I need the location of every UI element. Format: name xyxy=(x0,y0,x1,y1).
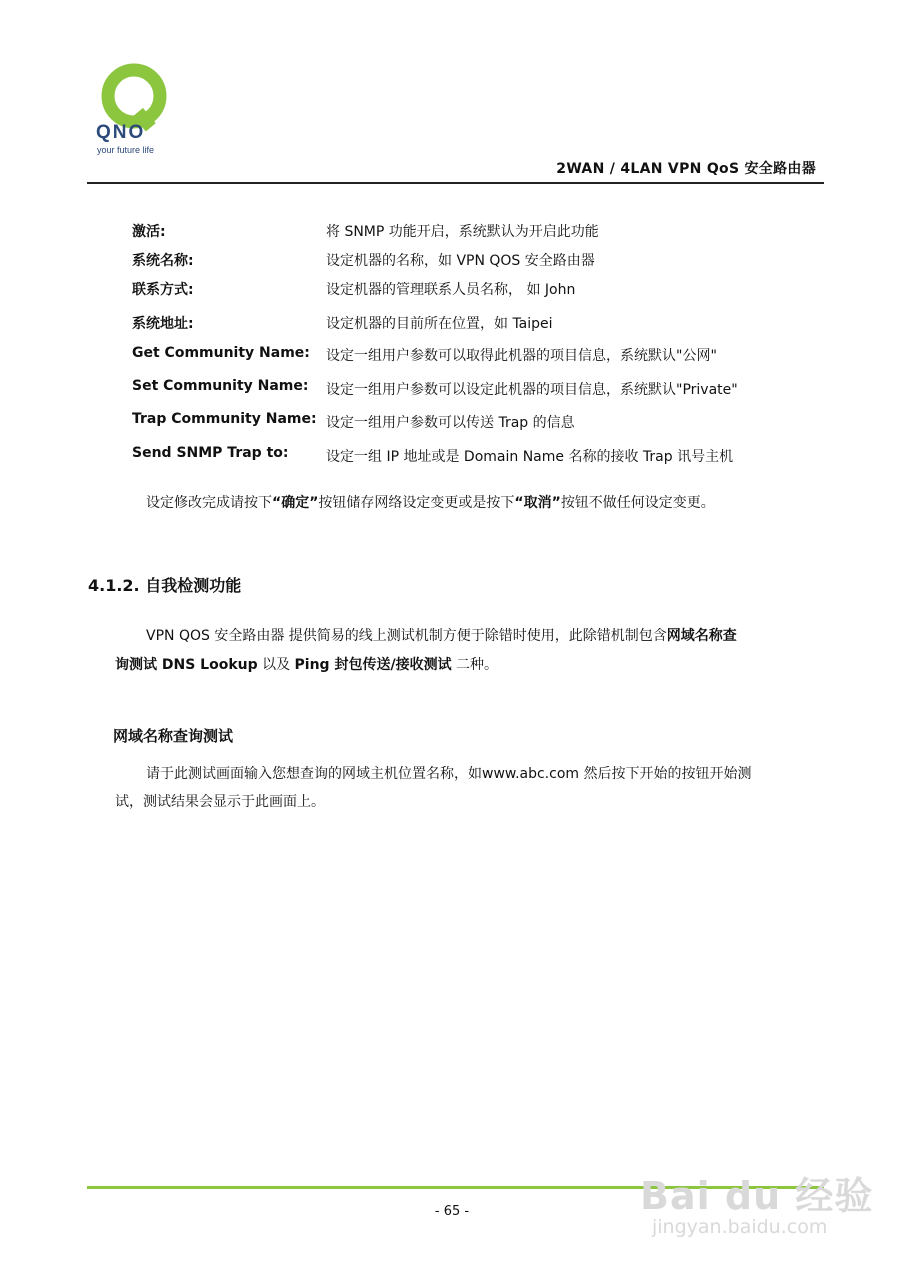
setting-desc: 设定机器的管理联系人员名称， 如 John xyxy=(326,282,576,298)
setting-label: 系统名称: xyxy=(132,253,194,269)
setting-label: Get Community Name: xyxy=(132,345,310,361)
setting-label: 激活: xyxy=(132,224,166,240)
setting-desc: 设定一组 IP 地址或是 Domain Name 名称的接收 Trap 讯号主机 xyxy=(326,449,734,465)
save-note-text: 设定修改完成请按下 xyxy=(146,495,272,511)
setting-label: Trap Community Name: xyxy=(132,411,317,427)
header-divider xyxy=(87,182,824,184)
save-note xyxy=(146,492,715,512)
setting-desc: 设定机器的名称，如 VPN QOS 安全路由器 xyxy=(326,253,595,269)
intro-bold: 网域名称查 xyxy=(666,628,737,644)
setting-label: Set Community Name: xyxy=(132,378,309,394)
svg-text:QNO: QNO xyxy=(96,122,146,143)
subsection-line-2: 试，测试结果会显示于此画面上。 xyxy=(115,794,325,810)
setting-desc: 设定一组用户参数可以取得此机器的项目信息，系统默认"公网" xyxy=(326,348,717,364)
save-note-text: 按钮储存网络设定变更或是按下 xyxy=(318,495,515,511)
setting-desc: 设定机器的目前所在位置，如 Taipei xyxy=(326,316,553,332)
intro-text: VPN QOS 安全路由器 提供简易的线上测试机制方便于除错时使用，此除错机制包含 xyxy=(146,628,667,644)
intro-text: 二种。 xyxy=(451,657,499,673)
watermark-url: jingyan.baidu.com xyxy=(652,1216,828,1238)
intro-bold: Ping 封包传送/接收测试 xyxy=(294,657,452,673)
confirm-keyword: “确定” xyxy=(272,495,319,511)
page-header-title: 2WAN / 4LAN VPN QoS 安全路由器 xyxy=(556,161,816,177)
setting-desc: 设定一组用户参数可以设定此机器的项目信息，系统默认"Private" xyxy=(326,382,738,398)
setting-label: 联系方式: xyxy=(132,282,194,298)
intro-text: 以及 xyxy=(257,657,295,673)
cancel-keyword: “取消” xyxy=(514,495,561,511)
section-title: 4.1.2. 自我检测功能 xyxy=(88,576,242,595)
setting-label: Send SNMP Trap to: xyxy=(132,445,289,461)
subsection-title: 网域名称查询测试 xyxy=(113,727,234,745)
logo-tagline: your future life xyxy=(97,145,155,155)
section-intro-line-1 xyxy=(146,625,737,645)
setting-desc: 将 SNMP 功能开启，系统默认为开启此功能 xyxy=(326,224,599,240)
save-note-text: 按钮不做任何设定变更。 xyxy=(560,495,715,511)
watermark-logo: Bai du 经验 xyxy=(640,1174,874,1218)
subsection-line-1: 请于此测试画面输入您想查询的网域主机位置名称，如www.abc.com 然后按下开始的按钮开始测 xyxy=(146,766,752,782)
section-intro-line-2 xyxy=(115,654,498,674)
page-number: - 65 - xyxy=(434,1204,470,1219)
setting-label: 系统地址: xyxy=(132,316,194,332)
setting-desc: 设定一组用户参数可以传送 Trap 的信息 xyxy=(326,415,575,431)
intro-bold: 询测试 DNS Lookup xyxy=(115,657,258,673)
